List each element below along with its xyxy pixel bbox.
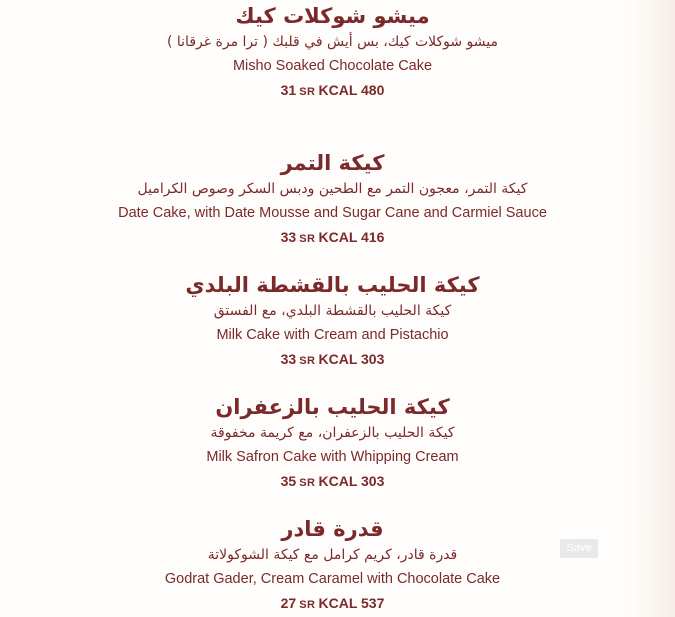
item-description-ar: كيكة الحليب بالقشطة البلدي، مع الفستق [213, 303, 452, 319]
item-calories: KCAL 416 [318, 229, 385, 245]
item-currency: SR [299, 86, 316, 98]
item-title-ar: ميشو شوكلات كيك [235, 4, 430, 28]
menu-item [0, 271, 665, 373]
item-price: 33 [280, 351, 297, 367]
item-calories: KCAL 480 [318, 82, 385, 98]
item-price: 27 [280, 595, 297, 611]
item-description-en: Date Cake, with Date Mousse and Sugar Cane and Carmiel Sauce [118, 205, 547, 221]
item-description-en: Godrat Gader, Cream Caramel with Chocolate Cake [164, 571, 501, 587]
item-title-ar: كيكة الحليب بالقشطة البلدي [185, 273, 480, 297]
item-price-line [0, 347, 665, 373]
item-calories: KCAL 537 [318, 595, 385, 611]
item-description-ar: قدرة قادر، كريم كرامل مع كيكة الشوكولاتة [207, 547, 458, 563]
item-calories: KCAL 303 [318, 351, 385, 367]
save-button[interactable]: Save [560, 539, 598, 558]
item-price-line [0, 469, 665, 495]
item-price-line [0, 78, 665, 104]
item-price-line [0, 225, 665, 251]
menu-item [0, 393, 665, 495]
item-price: 35 [280, 473, 297, 489]
item-description-en: Misho Soaked Chocolate Cake [232, 58, 433, 74]
item-currency: SR [299, 477, 316, 489]
item-calories: KCAL 303 [318, 473, 385, 489]
item-description-en: Milk Safron Cake with Whipping Cream [206, 449, 459, 465]
menu-item [0, 149, 665, 251]
item-title-ar: قدرة قادر [281, 517, 384, 541]
item-price: 33 [280, 229, 297, 245]
menu-item [0, 2, 665, 104]
item-description-ar: كيكة الحليب بالزعفران، مع كريمة مخفوقة [210, 425, 455, 441]
item-description-ar: كيكة التمر، معجون التمر مع الطحين ودبس السكر وصوص الكراميل [137, 181, 528, 197]
item-description-en: Milk Cake with Cream and Pistachio [216, 327, 449, 343]
item-description-ar: ميشو شوكلات كيك، بس أيش في قلبك ( ترا مرة غرقانا ) [166, 34, 499, 50]
item-title-ar: كيكة الحليب بالزعفران [215, 395, 450, 419]
item-currency: SR [299, 355, 316, 367]
item-currency: SR [299, 599, 316, 611]
item-currency: SR [299, 233, 316, 245]
item-price-line [0, 591, 665, 617]
item-title-ar: كيكة التمر [280, 151, 385, 175]
item-price: 31 [280, 82, 297, 98]
menu-item [0, 515, 665, 617]
